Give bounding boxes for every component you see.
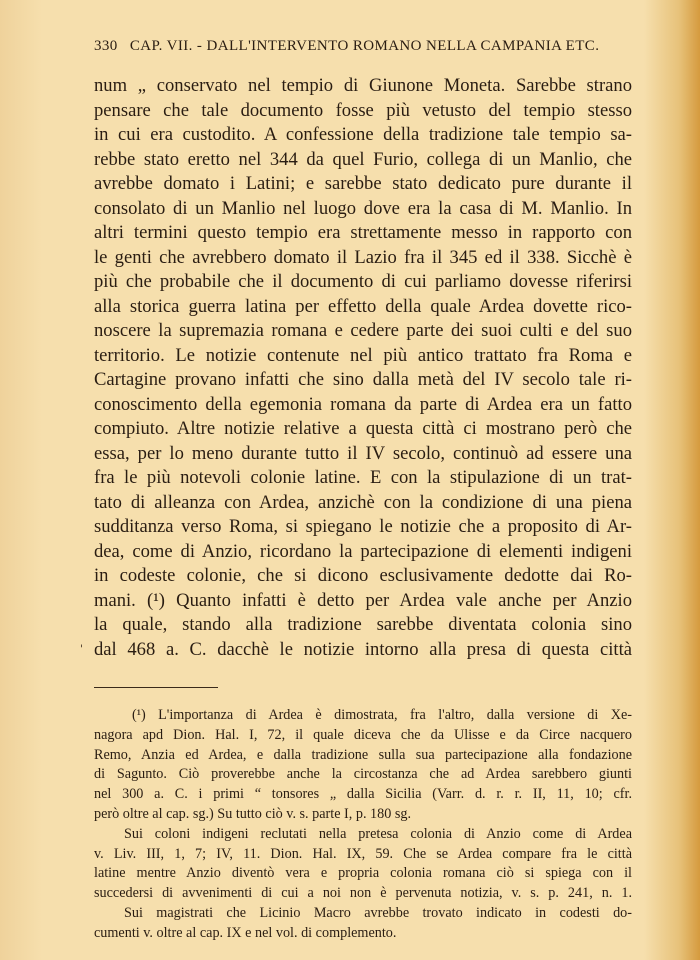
footnote-line: Remo, Anzia ed Ardea, e dalla tradizione sulla sua partecipazione alla fondazione [94,746,632,763]
text-line: consolato di un Manlio nel luogo dove era la casa di M. Manlio. In [94,197,632,219]
footnote-line: nel 300 a. C. i primi “ tonsores „ dalla Sicilia (Varr. d. r. r. II, 11, 10; cfr. [94,786,632,803]
text-line: alla storica guerra latina per effetto della quale Ardea dovette rico- [94,295,632,317]
footnote-line: Sui magistrati che Licinio Macro avrebbe trovato indicato in codesti do- [124,904,632,921]
text-line: Cartagine provano infatti che sino dalla metà del IV secolo tale ri- [94,369,632,390]
text-line: più che probabile che il documento di cui parliamo dovesse riferirsi [94,271,632,292]
footnote-separator [94,687,218,688]
text-line: mani. (¹) Quanto infatti è detto per Ardea vale anche per Anzio [94,589,632,611]
text-line: compiuto. Altre notizie relative a questa città ci mostrano però che [94,418,632,439]
page-number: 330 [94,38,118,54]
footnote-line: cumenti v. oltre al cap. IX e nel vol. di complemento. [94,924,397,941]
footnote-line: di Sagunto. Ciò proverebbe anche la circostanza che ad Ardea sarebbero giunti [94,766,632,783]
footnote-line: (¹) L'importanza di Ardea è dimostrata, fra l'altro, dalla versione di Xe- [132,707,632,723]
footnote-line: però oltre al cap. sg.) Su tutto ciò v. s. parte I, p. 180 sg. [94,805,412,822]
text-line: altri termini questo tempio era strettamente messo in rapporto con [94,222,632,243]
main-text [94,74,632,662]
margin-mark: ' [80,644,83,655]
text-line: dea, come di Anzio, ricordano la partecipazione di elementi indigeni [94,540,632,562]
text-line: essa, per lo meno durante tutto il IV secolo, continuò ad essere una [94,442,632,464]
footnote-line: Sui coloni indigeni reclutati nella pretesa colonia di Anzio come di Ardea [124,825,632,842]
text-line: avrebbe domato i Latini; e sarebbe stato dedicato pure durante il [94,173,632,194]
text-line: rebbe stato eretto nel 344 da quel Furio, collega di un Manlio, che [94,148,632,170]
footnote-line: succedersi di avvenimenti di cui a noi non è pervenuta notizia, v. s. p. 241, n. 1. [94,885,632,902]
text-line: le genti che avrebbero domato il Lazio fra il 345 ed il 338. Sicchè è [94,246,632,268]
footnotes [94,706,632,944]
text-line: in codeste colonie, che si dicono esclusivamente dedotte dai Ro- [94,565,632,586]
text-line: conoscimento della egemonia romana da parte di Ardea era un fatto [94,393,632,415]
footnote-line: v. Liv. III, 1, 7; IV, 11. Dion. Hal. IX, 59. Che se Ardea compare fra le città [94,845,632,862]
text-line: in cui era custodito. A confessione della tradizione tale tempio sa- [94,124,632,145]
text-line: sudditanza verso Roma, si spiegano le notizie che a proposito di Ar- [94,516,632,537]
text-line: territorio. Le notizie contenute nel più antico trattato fra Roma e [94,344,632,366]
text-line: tato di alleanza con Ardea, anzichè con la condizione di una piena [94,491,632,513]
text-line: la quale, stando alla tradizione sarebbe diventata colonia sino [94,614,632,635]
footnote-line: latine mentre Anzio diventò vera e propria colonia romana ciò si spiega con il [94,865,632,882]
running-title: CAP. VII. - DALL'INTERVENTO ROMANO NELLA CAMPANIA ETC. [129,38,600,54]
text-line: pensare che tale documento fosse più vetusto del tempio stesso [94,99,632,121]
running-header [94,38,634,55]
text-line: dal 468 a. C. dacchè le notizie intorno alla presa di questa città [94,638,632,660]
text-line: num „ conservato nel tempio di Giunone Moneta. Sarebbe strano [94,75,632,96]
text-line: fra le più notevoli colonie latine. E con la stipulazione di un trat- [94,467,632,488]
text-line: noscere la supremazia romana e cedere parte dei suoi culti e del suo [94,320,632,341]
footnote-line: nagora apd Dion. Hal. I, 72, il quale diceva che da Ulisse e da Circe nacquero [94,726,632,743]
